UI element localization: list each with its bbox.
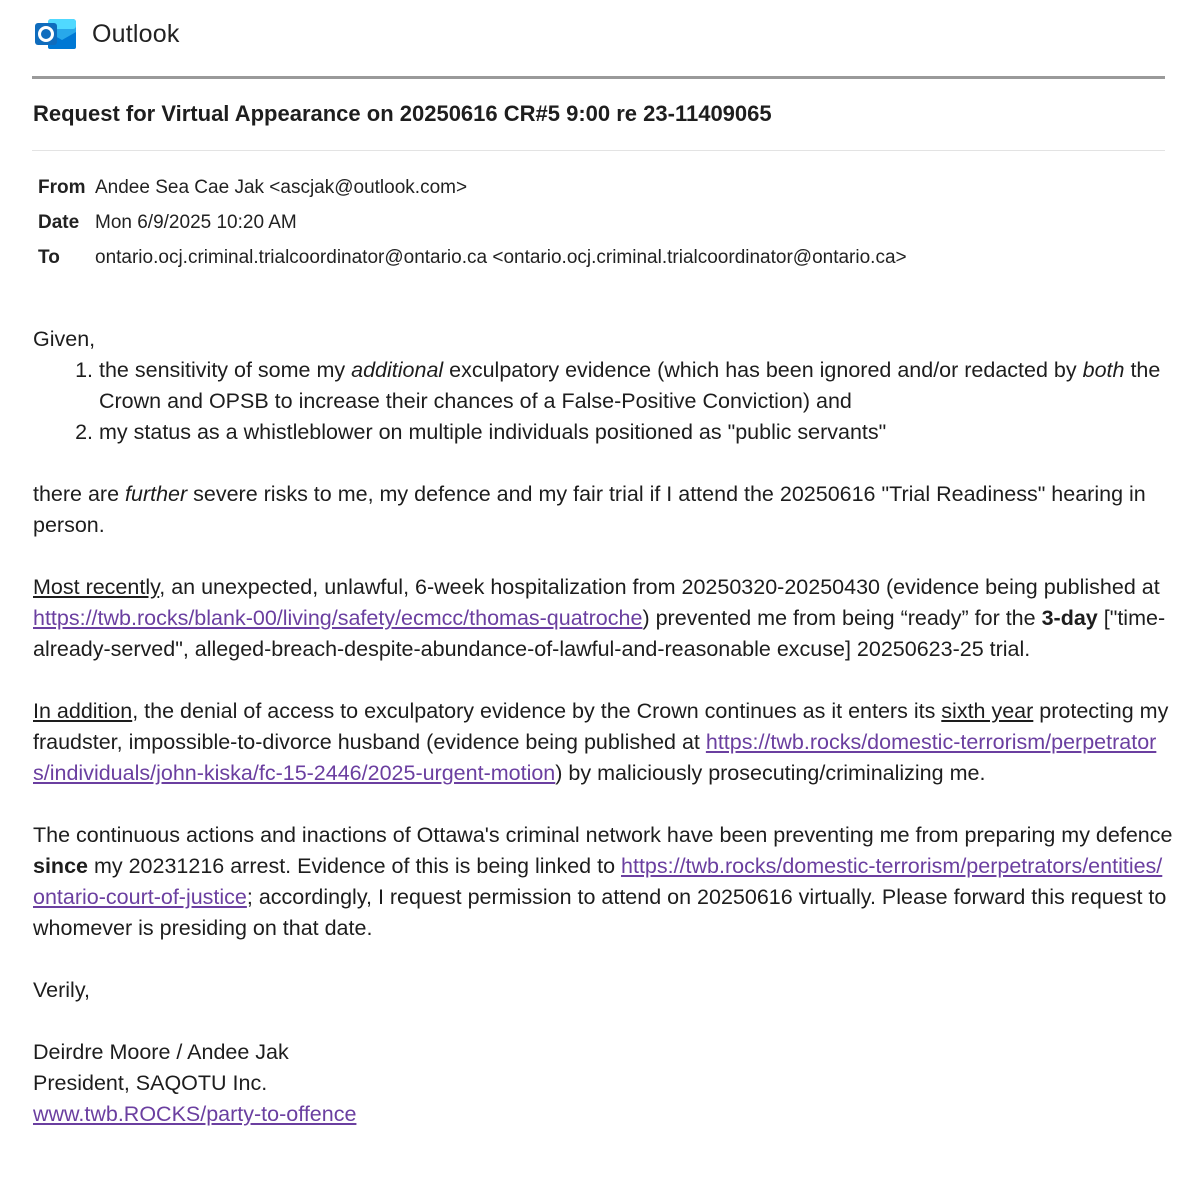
text-span: the Crown and OPSB to increase their chances of a False-Positive Conviction) and xyxy=(99,358,1161,413)
text-span: severe risks to me, my defence and my fair trial if I attend the 20250616 "Trial Readiness" hearing in person. xyxy=(33,482,1146,537)
text-span: ["time-already-served", alleged-breach-despite-abundance-of-lawful-and-reasonable excuse] 20250623-25 trial. xyxy=(33,606,1166,661)
text-span: ) prevented me from being “ready” for the xyxy=(642,606,1042,630)
app-header xyxy=(34,14,180,54)
evidence-link[interactable]: https://twb.rocks/domestic-terrorism/perpetrators/individuals/john-kiska/fc-15-2446/2025-urgent-motion xyxy=(33,730,1157,785)
bold-text: since xyxy=(33,854,88,878)
header-divider xyxy=(32,76,1165,79)
text-span: The continuous actions and inactions of Ottawa's criminal network have been preventing me from preparing my defence xyxy=(33,823,1173,847)
to-row xyxy=(38,240,907,275)
underlined-text: Most recently xyxy=(33,575,160,599)
emphasis-text: both xyxy=(1082,358,1125,382)
email-subject: Request for Virtual Appearance on 20250616 CR#5 9:00 re 23-11409065 xyxy=(33,101,772,126)
text-span: ; accordingly, I request permission to attend on 20250616 virtually. Please forward this request to whomever is presiding on that date. xyxy=(33,885,1167,940)
underlined-text: sixth year xyxy=(941,699,1034,723)
text-span: exculpatory evidence (which has been ignored and/or redacted by xyxy=(443,358,1083,382)
signature-title: President, SAQOTU Inc. xyxy=(33,1071,268,1095)
signature-name: Deirdre Moore / Andee Jak xyxy=(33,1040,289,1064)
evidence-link[interactable]: https://twb.rocks/blank-00/living/safety/ecmcc/thomas-quatroche xyxy=(33,606,643,630)
list-number: 1. xyxy=(75,358,93,382)
app-title: Outlook xyxy=(92,19,180,48)
paragraph-evidence-denial xyxy=(33,696,1173,789)
text-span: my 20231216 arrest. Evidence of this is being linked to xyxy=(87,854,622,878)
to-value[interactable]: ontario.ocj.criminal.trialcoordinator@ontario.ca <ontario.ocj.criminal.trialcoordinator@ontario.ca> xyxy=(95,246,907,268)
date-label: Date xyxy=(38,211,80,233)
from-label: From xyxy=(38,176,86,198)
from-row xyxy=(38,170,907,205)
underlined-text: In addition xyxy=(33,699,133,723)
paragraph-hospitalization xyxy=(33,572,1173,665)
date-row xyxy=(38,205,907,240)
date-value: Mon 6/9/2025 10:20 AM xyxy=(95,211,297,233)
emphasis-text: additional xyxy=(351,358,444,382)
list-text: my status as a whistleblower on multiple individuals positioned as "public servants" xyxy=(99,420,887,444)
list-item xyxy=(33,355,1173,417)
paragraph-request xyxy=(33,820,1173,944)
evidence-link[interactable]: https://twb.rocks/domestic-terrorism/perpetrators/entities/ontario-court-of-justice xyxy=(33,854,1163,909)
text-span: , an unexpected, unlawful, 6-week hospitalization from 20250320-20250430 (evidence being published at xyxy=(159,575,1160,599)
outlook-logo-icon xyxy=(34,16,78,52)
closing: Verily, xyxy=(33,978,90,1002)
greeting: Given, xyxy=(33,327,96,351)
emphasis-text: further xyxy=(125,482,188,506)
to-label: To xyxy=(38,246,60,268)
from-value[interactable]: Andee Sea Cae Jak <ascjak@outlook.com> xyxy=(95,176,468,198)
text-span: the sensitivity of some my xyxy=(99,358,352,382)
text-span: there are xyxy=(33,482,126,506)
list-text xyxy=(99,355,1173,417)
subject-divider xyxy=(32,150,1165,151)
signature-link[interactable]: www.twb.ROCKS/party-to-offence xyxy=(33,1102,357,1126)
bold-text: 3-day xyxy=(1041,606,1098,630)
paragraph-risks xyxy=(33,479,1173,541)
list-item xyxy=(33,417,1173,448)
email-meta xyxy=(38,170,907,275)
text-span: ) by maliciously prosecuting/criminalizing me. xyxy=(555,761,986,785)
text-span: , the denial of access to exculpatory evidence by the Crown continues as it enters its xyxy=(132,699,942,723)
list-number: 2. xyxy=(75,420,93,444)
email-body xyxy=(33,324,1173,1130)
text-span: protecting my fraudster, impossible-to-divorce husband (evidence being published at xyxy=(33,699,1169,754)
